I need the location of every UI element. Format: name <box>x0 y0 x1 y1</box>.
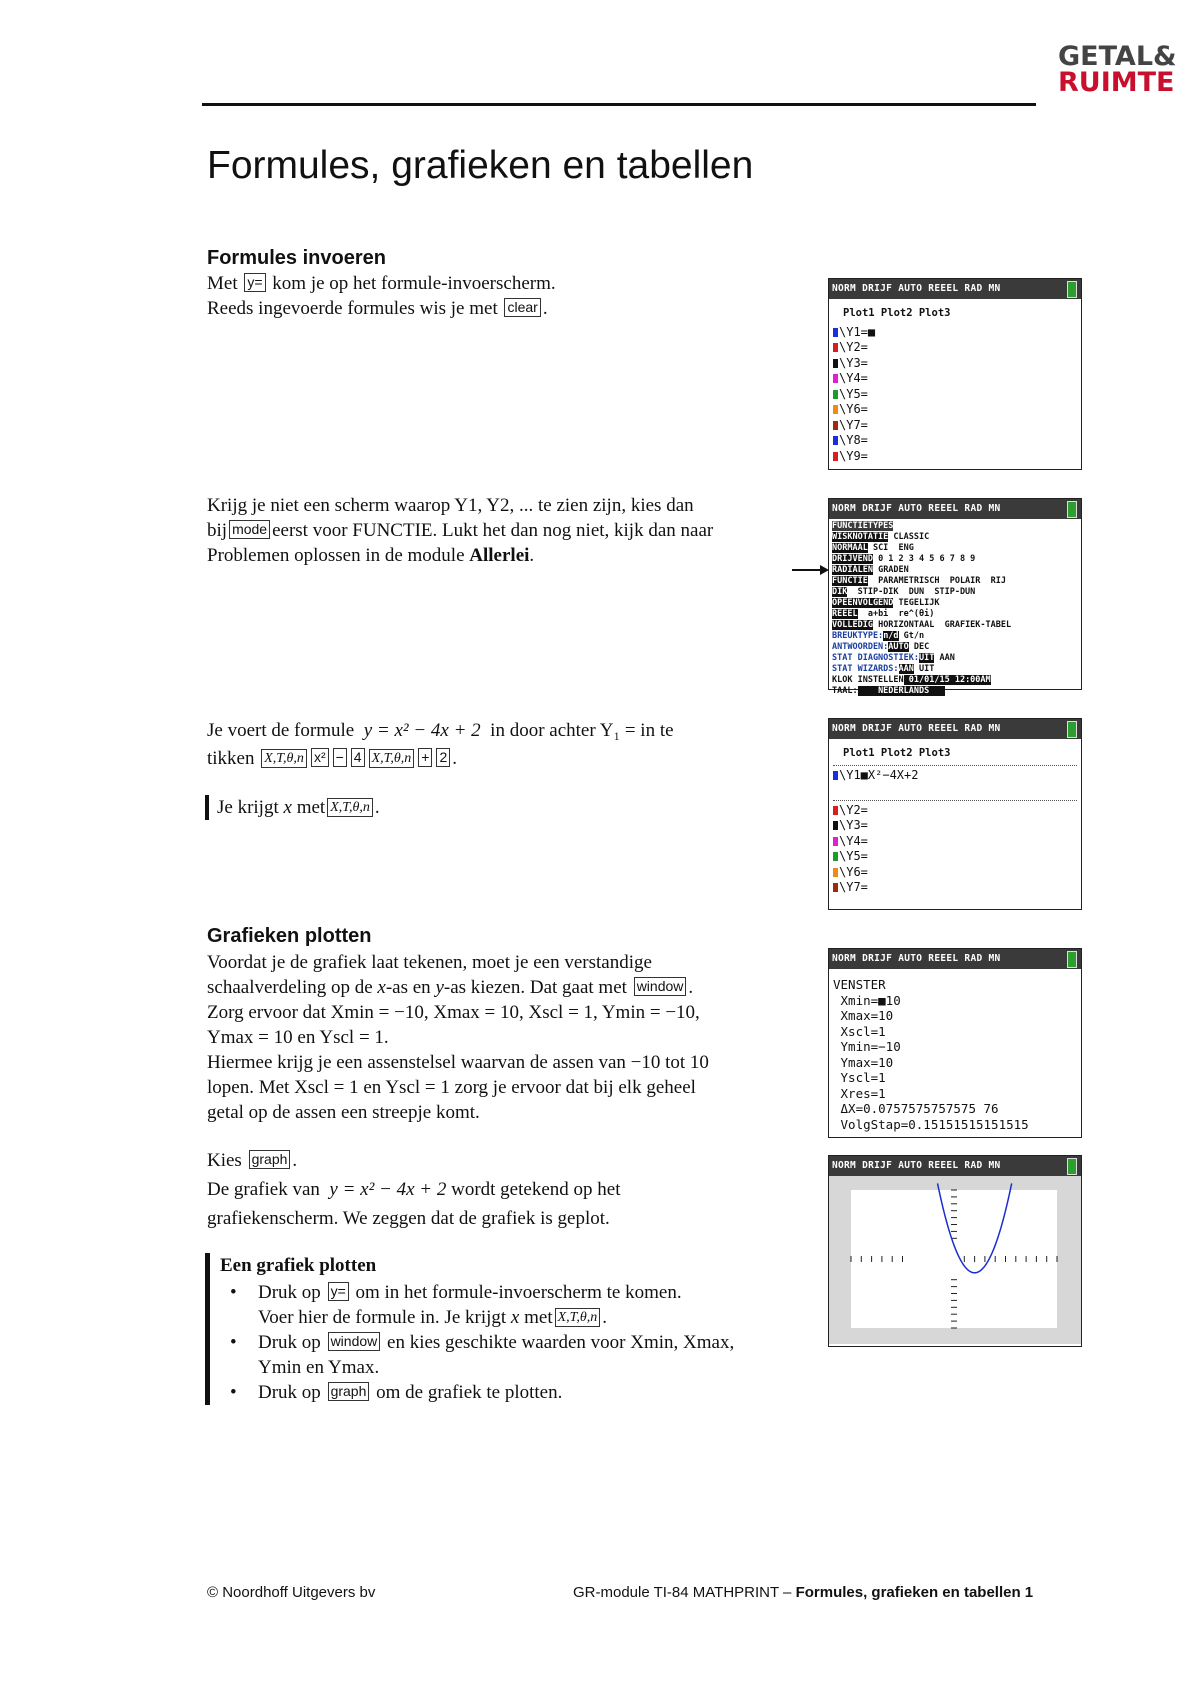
battery-icon <box>1067 1158 1077 1175</box>
mode-option-selected: UIT <box>919 653 935 663</box>
y-row <box>833 387 1077 403</box>
text: Problemen oplossen in de module <box>207 545 465 566</box>
intro-paragraph <box>207 271 807 321</box>
y-label: \Y1=■ <box>839 324 876 339</box>
text: getal op de assen een streepje komt. <box>207 1102 480 1123</box>
y-label: \Y7= <box>839 417 868 432</box>
window-setting: Xres=1 <box>833 1085 886 1101</box>
mode-option: HORIZONTAAL GRAFIEK-TABEL <box>872 620 1012 630</box>
text: Je krijgt <box>217 797 279 818</box>
y-row <box>833 880 1077 896</box>
text: Voer hier de formule in. Je krijgt <box>258 1307 507 1328</box>
calc-body <box>829 299 1081 467</box>
color-swatch <box>833 771 838 780</box>
text: Ymin en Ymax. <box>258 1357 380 1378</box>
page-title: Formules, grafieken en tabellen <box>207 144 754 187</box>
color-swatch <box>833 806 838 815</box>
text: . <box>452 748 458 769</box>
status-text: NORM DRIJF AUTO REEEL RAD MN <box>832 283 1001 294</box>
section-heading-formules: Formules invoeren <box>207 247 386 269</box>
mode-option-selected: DIK <box>832 587 848 597</box>
mode-option: CLASSIC <box>888 532 930 542</box>
y-label: \Y5= <box>839 386 868 401</box>
y1-row <box>833 768 1077 798</box>
divider <box>833 765 1077 766</box>
text: -as kiezen. Dat gaat met <box>443 977 627 998</box>
y-label: \Y2= <box>839 802 868 817</box>
var-y: y <box>435 977 444 998</box>
calc-status-bar <box>829 499 1081 519</box>
key-y-equals: y= <box>244 273 265 292</box>
graph-paragraph <box>207 1148 807 1231</box>
key-x-squared: x² <box>311 748 329 767</box>
list-item <box>220 1330 800 1380</box>
mode-option: SCI ENG <box>867 543 914 553</box>
mode-option-selected: REEEL <box>832 609 858 619</box>
mode-option: DEC <box>908 642 930 652</box>
formula-paragraph <box>207 718 807 771</box>
y-row <box>833 803 1077 819</box>
mode-option: GRADEN <box>872 565 909 575</box>
calc-screen-mode <box>828 498 1082 696</box>
key-xttn: X,T,θ,n <box>369 749 415 768</box>
mode-menu <box>829 519 1081 699</box>
key-window: window <box>328 1332 381 1351</box>
calc-status-bar <box>829 949 1081 969</box>
mode-label: STAT DIAGNOSTIEK: <box>832 653 919 663</box>
text: wordt getekend op het <box>451 1179 621 1200</box>
text: Reeds ingevoerde formules wis je met <box>207 298 498 319</box>
text: Krijg je niet een scherm waarop Y1, Y2, ... te zien zijn, kies dan <box>207 495 694 516</box>
mode-label: BREUKTYPE: <box>832 631 884 641</box>
graph-canvas <box>851 1190 1057 1328</box>
mode-option-selected: AUTO <box>888 642 909 652</box>
mode-option-selected: OPEENVOLGEND <box>832 598 894 608</box>
arrow-right-icon <box>792 563 830 577</box>
y-label: \Y4= <box>839 371 868 385</box>
publisher-logo <box>1058 41 1177 98</box>
text: Zorg ervoor dat Xmin = −10, Xmax = 10, Xscl = 1, Ymin = −10, <box>207 1002 700 1023</box>
key-xttn: X,T,θ,n <box>555 1308 601 1327</box>
mode-paragraph <box>207 493 807 568</box>
mode-option: AAN <box>934 653 955 663</box>
text: -as en <box>385 977 431 998</box>
key-xttn: X,T,θ,n <box>261 749 307 768</box>
key-xttn: X,T,θ,n <box>327 798 373 817</box>
mode-option: 0 1 2 3 4 5 6 7 8 9 <box>872 554 976 564</box>
y-row <box>833 834 1077 850</box>
mode-option-selected: NEDERLANDS <box>857 686 945 696</box>
tip-note <box>205 795 777 820</box>
color-swatch <box>833 343 838 352</box>
calc-status-bar <box>829 1156 1081 1176</box>
mode-option: STIP-DIK DUN STIP-DUN <box>847 587 976 597</box>
section-heading-grafieken: Grafieken plotten <box>207 925 372 947</box>
key-graph: graph <box>249 1150 291 1169</box>
window-paragraph <box>207 950 807 1125</box>
battery-icon <box>1067 281 1077 298</box>
header-rule <box>202 103 1036 106</box>
text: kom je op het formule-invoerscherm. <box>272 273 556 294</box>
text: . <box>374 797 380 818</box>
y-label: \Y3= <box>839 355 868 370</box>
mode-option-selected: 01/01/15 12:00AM <box>903 675 991 685</box>
mode-option-selected: n/d <box>883 631 899 641</box>
y-label: \Y8= <box>839 433 868 447</box>
mode-option-selected: FUNCTIE <box>832 576 868 586</box>
y-row <box>833 818 1077 834</box>
mode-label: ANTWOORDEN: <box>832 642 889 652</box>
color-swatch <box>833 359 838 368</box>
logo-line-1: GETAL& <box>1058 41 1177 72</box>
module-name: Allerlei <box>469 545 530 566</box>
list-item <box>220 1280 800 1330</box>
text: om in het formule-invoerscherm te komen. <box>355 1282 682 1303</box>
battery-icon <box>1067 721 1077 738</box>
y-row <box>833 402 1077 418</box>
mode-label: KLOK INSTELLEN <box>832 675 904 685</box>
mode-option-selected: NORMAAL <box>832 543 868 553</box>
graph-area <box>829 1176 1081 1344</box>
text: en kies geschikte waarden voor Xmin, Xmax, <box>387 1332 735 1353</box>
text: . <box>688 977 694 998</box>
y-label: \Y3= <box>839 818 868 832</box>
window-setting: Ymin=−10 <box>833 1039 901 1054</box>
text: Druk op <box>258 1282 321 1303</box>
mode-option: a+bi re^(θi) <box>857 609 935 619</box>
y-label: \Y4= <box>839 833 868 848</box>
footer-title <box>573 1584 1033 1601</box>
y-label: \Y2= <box>839 340 868 354</box>
calc-status-bar <box>829 279 1081 299</box>
footer-module: GR-module TI-84 MATHPRINT – <box>573 1584 796 1601</box>
key-2: 2 <box>436 748 450 767</box>
steps-list <box>220 1280 800 1405</box>
text: De grafiek van <box>207 1179 320 1200</box>
formula: y = x² − 4x + 2 <box>363 720 481 741</box>
window-setting: Xmin=■10 <box>833 992 901 1008</box>
text: lopen. Met Xscl = 1 en Yscl = 1 zorg je ervoor dat bij elk geheel <box>207 1077 696 1098</box>
text: . <box>542 298 548 319</box>
logo-line-2: RUIMTE <box>1058 67 1175 98</box>
color-swatch <box>833 868 838 877</box>
key-plus: + <box>418 748 432 767</box>
text: met <box>296 797 326 818</box>
divider <box>833 800 1077 801</box>
key-minus: − <box>333 748 347 767</box>
window-setting: Ymax=10 <box>833 1054 894 1070</box>
color-swatch <box>833 821 838 830</box>
status-text: NORM DRIJF AUTO REEEL RAD MN <box>832 1160 1001 1171</box>
text: om de grafiek te plotten. <box>376 1382 563 1403</box>
color-swatch <box>833 421 838 430</box>
text: grafiekenscherm. We zeggen dat de grafiek is geplot. <box>207 1208 610 1229</box>
y-label: \Y6= <box>839 402 868 416</box>
steps-box <box>205 1253 800 1405</box>
y-row <box>833 449 1077 465</box>
text: Met <box>207 273 238 294</box>
calc-body <box>829 739 1081 899</box>
text: met <box>524 1307 553 1328</box>
mode-option-selected: DRIJVEND <box>832 554 873 564</box>
footer-copyright: © Noordhoff Uitgevers bv <box>207 1584 376 1601</box>
window-setting: ΔX=0.0757575757575 76 <box>833 1101 999 1116</box>
plot-labels: Plot1 Plot2 Plot3 <box>843 747 951 759</box>
calc-screen-window <box>828 948 1082 1138</box>
mode-option: PARAMETRISCH POLAIR RIJ <box>867 576 1006 586</box>
mode-option-selected: WISKNOTATIE <box>832 532 889 542</box>
battery-icon <box>1067 501 1077 518</box>
list-item <box>220 1380 800 1405</box>
text: Druk op <box>258 1332 321 1353</box>
color-swatch <box>833 883 838 892</box>
y1-formula: \Y1■X²−4X+2 <box>839 767 919 782</box>
key-y-equals: y= <box>328 1282 349 1301</box>
window-setting: VolgStap=0.15151515151515 <box>833 1116 1029 1132</box>
mode-label: STAT WIZARDS: <box>832 664 899 674</box>
color-swatch <box>833 328 838 337</box>
text: in door achter Y₁ = in te <box>490 720 674 741</box>
color-swatch <box>833 837 838 846</box>
key-clear: clear <box>504 298 540 317</box>
calc-screen-formula-entered <box>828 718 1082 910</box>
y-row <box>833 340 1077 356</box>
steps-box-title: Een grafiek plotten <box>220 1255 377 1276</box>
y-label: \Y7= <box>839 880 868 894</box>
text: Je voert de formule <box>207 720 355 741</box>
window-setting: Xscl=1 <box>833 1023 886 1039</box>
window-setting: VENSTER <box>833 977 886 992</box>
y-row <box>833 849 1077 865</box>
var-x: x <box>283 797 292 818</box>
text: Hiermee krijg je een assenstelsel waarvan de assen van −10 tot 10 <box>207 1052 709 1073</box>
color-swatch <box>833 452 838 461</box>
mode-option: UIT <box>913 664 935 674</box>
formula: y = x² − 4x + 2 <box>329 1179 447 1200</box>
calc-screen-graph <box>828 1155 1082 1347</box>
mode-option: TEGELIJK <box>893 598 940 608</box>
text: . <box>602 1307 608 1328</box>
calc-screen-y-editor <box>828 278 1082 470</box>
color-swatch <box>833 436 838 445</box>
status-text: NORM DRIJF AUTO REEEL RAD MN <box>832 723 1001 734</box>
key-window: window <box>634 977 687 996</box>
mode-line: FUNCTIETYPES <box>832 521 894 531</box>
key-graph: graph <box>328 1382 370 1401</box>
text: Druk op <box>258 1382 321 1403</box>
text: tikken <box>207 748 255 769</box>
y-row <box>833 433 1077 449</box>
var-x: x <box>510 1307 520 1328</box>
text: Ymax = 10 en Yscl = 1. <box>207 1027 389 1048</box>
color-swatch <box>833 390 838 399</box>
text: . <box>292 1150 298 1171</box>
text: schaalverdeling op de <box>207 977 373 998</box>
mode-option-selected: RADIALEN <box>832 565 873 575</box>
footer-chapter: Formules, grafieken en tabellen 1 <box>795 1584 1034 1601</box>
key-4: 4 <box>351 748 365 767</box>
y-label: \Y9= <box>839 448 868 463</box>
var-x: x <box>377 977 386 998</box>
color-swatch <box>833 852 838 861</box>
y-row <box>833 356 1077 372</box>
text: eerst voor FUNCTIE. Lukt het dan nog niet, kijk dan naar <box>272 520 714 541</box>
calc-body <box>829 969 1081 1135</box>
plot-labels: Plot1 Plot2 Plot3 <box>843 307 951 319</box>
y-row <box>833 325 1077 341</box>
color-swatch <box>833 405 838 414</box>
text: . <box>529 545 535 566</box>
battery-icon <box>1067 951 1077 968</box>
calc-status-bar <box>829 719 1081 739</box>
text: Kies <box>207 1150 242 1171</box>
window-setting: Yscl=1 <box>833 1070 886 1085</box>
mode-option-selected: AAN <box>898 664 914 674</box>
color-swatch <box>833 374 838 383</box>
mode-option-selected: VOLLEDIG <box>832 620 873 630</box>
y-row <box>833 418 1077 434</box>
y-label: \Y5= <box>839 849 868 863</box>
mode-option: Gt/n <box>898 631 925 641</box>
window-setting: Xmax=10 <box>833 1008 894 1023</box>
y-row <box>833 865 1077 881</box>
text: Voordat je de grafiek laat tekenen, moet je een verstandige <box>207 952 652 973</box>
y-row <box>833 371 1077 387</box>
y-label: \Y6= <box>839 864 868 879</box>
mode-label: TAAL: <box>832 686 858 696</box>
status-text: NORM DRIJF AUTO REEEL RAD MN <box>832 503 1001 514</box>
text: bij <box>207 520 228 541</box>
status-text: NORM DRIJF AUTO REEEL RAD MN <box>832 953 1001 964</box>
key-mode: mode <box>229 520 270 539</box>
